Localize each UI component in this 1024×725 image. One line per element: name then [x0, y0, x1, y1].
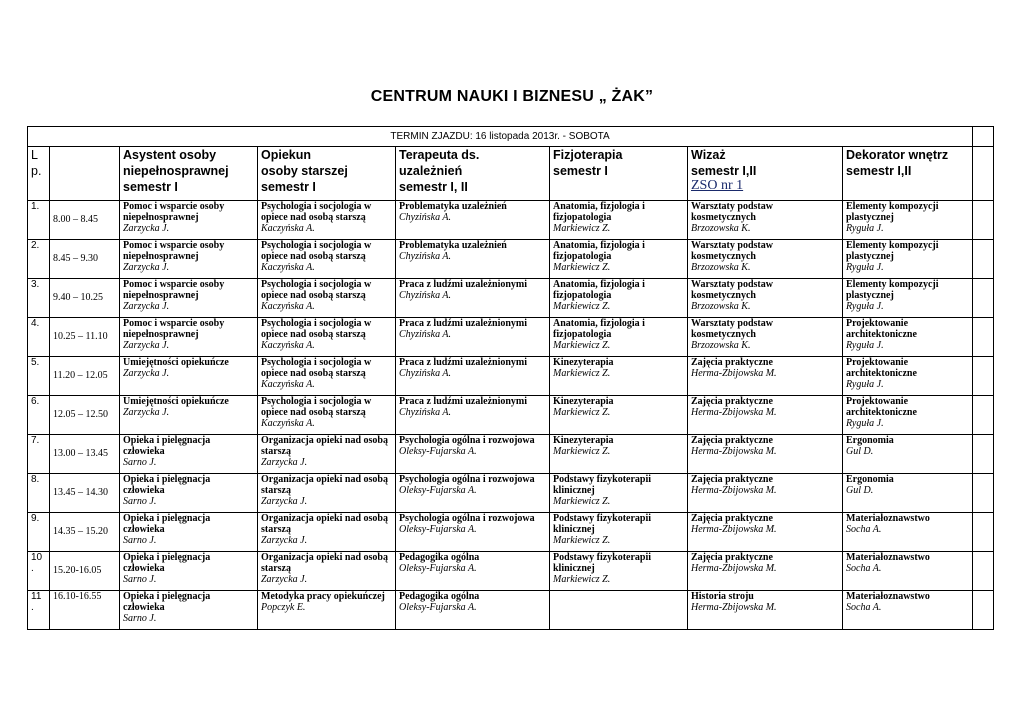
teacher: Oleksy-Fujarska A. [399, 602, 477, 614]
row-time: 11.20 – 12.05 [50, 357, 120, 396]
subject: Warsztaty podstaw kosmetycznych [691, 240, 773, 263]
empty-cell [973, 474, 994, 513]
subject: Pomoc i wsparcie osoby niepełnosprawnej [123, 318, 225, 341]
class-cell [843, 279, 973, 318]
empty-cell [973, 513, 994, 552]
teacher: Brzozowska K. [691, 223, 751, 235]
teacher: Ryguła J. [846, 262, 884, 274]
teacher: Chyzińska A. [399, 368, 452, 380]
teacher: Markiewicz Z. [553, 301, 611, 313]
session-date: TERMIN ZJAZDU: 16 listopada 2013r. - SOBOTA [28, 127, 973, 147]
class-cell [258, 435, 396, 474]
subject: Historia stroju [691, 591, 754, 602]
class-cell [258, 279, 396, 318]
table-row [28, 552, 994, 591]
class-cell [688, 318, 843, 357]
teacher: Oleksy-Fujarska A. [399, 563, 477, 575]
class-cell [688, 357, 843, 396]
class-cell [843, 435, 973, 474]
teacher: Herma-Zbijowska M. [691, 563, 777, 575]
subject: Psychologia ogólna i rozwojowa [399, 474, 535, 485]
class-cell [550, 201, 688, 240]
teacher: Zarzycka J. [123, 262, 170, 274]
table-row [28, 474, 994, 513]
teacher: Markiewicz Z. [553, 407, 611, 419]
row-time: 13.00 – 13.45 [50, 435, 120, 474]
teacher: Zarzycka J. [123, 223, 170, 235]
class-cell [258, 474, 396, 513]
row-time: 12.05 – 12.50 [50, 396, 120, 435]
subject: Warsztaty podstaw kosmetycznych [691, 279, 773, 302]
teacher: Zarzycka J. [261, 574, 308, 586]
teacher: Kaczyńska A. [261, 379, 315, 391]
table-row [28, 357, 994, 396]
empty-cell [973, 435, 994, 474]
teacher: Kaczyńska A. [261, 262, 315, 274]
class-cell [120, 552, 258, 591]
teacher: Sarno J. [123, 496, 157, 508]
class-cell [120, 396, 258, 435]
subject: Anatomia, fizjologia i fizjopatologia [553, 279, 645, 302]
class-cell [120, 279, 258, 318]
teacher: Popczyk E. [261, 602, 306, 614]
subject: Materiałoznawstwo [846, 513, 930, 524]
class-cell [843, 591, 973, 630]
subject: Praca z ludźmi uzależnionymi [399, 279, 528, 290]
teacher: Herma-Zbijowska M. [691, 368, 777, 380]
subject: Psychologia i socjologia w opiece nad osobą starszą [261, 240, 372, 263]
class-cell [843, 318, 973, 357]
class-cell [550, 435, 688, 474]
subject: Kinezyterapia [553, 435, 614, 446]
class-cell [396, 513, 550, 552]
class-cell [843, 552, 973, 591]
class-cell [258, 513, 396, 552]
class-cell [550, 279, 688, 318]
empty-cell [973, 396, 994, 435]
table-row [28, 240, 994, 279]
teacher: Brzozowska K. [691, 340, 751, 352]
subject: Organizacja opieki nad osobą starszą [261, 552, 388, 575]
row-number: 4. [28, 318, 50, 357]
class-cell [843, 240, 973, 279]
subject: Anatomia, fizjologia i fizjopatologia [553, 318, 645, 341]
class-cell [688, 279, 843, 318]
teacher: Chyzińska A. [399, 407, 452, 419]
class-cell [396, 318, 550, 357]
teacher: Herma-Zbijowska M. [691, 407, 777, 419]
class-cell [843, 357, 973, 396]
table-row [28, 513, 994, 552]
teacher: Markiewicz Z. [553, 446, 611, 458]
table-row [28, 435, 994, 474]
header-time [50, 147, 120, 201]
row-number: 10 . [28, 552, 50, 591]
empty-cell [973, 127, 994, 147]
row-number: 5. [28, 357, 50, 396]
row-number: 2. [28, 240, 50, 279]
teacher: Gul D. [846, 485, 874, 497]
header-terapeuta: Terapeuta ds. uzależnień semestr I, II [396, 147, 550, 201]
header-asystent: Asystent osoby niepełnosprawnej semestr I [120, 147, 258, 201]
teacher: Chyzińska A. [399, 290, 452, 302]
subject: Pomoc i wsparcie osoby niepełnosprawnej [123, 279, 225, 302]
teacher: Chyzińska A. [399, 251, 452, 263]
teacher: Ryguła J. [846, 418, 884, 430]
class-cell [688, 591, 843, 630]
teacher: Markiewicz Z. [553, 262, 611, 274]
subject: Anatomia, fizjologia i fizjopatologia [553, 201, 645, 224]
empty-cell [973, 240, 994, 279]
class-cell [396, 435, 550, 474]
subject: Projektowanie architektoniczne [846, 357, 917, 380]
subject: Organizacja opieki nad osobą starszą [261, 513, 388, 536]
subject: Materiałoznawstwo [846, 552, 930, 563]
class-cell [550, 396, 688, 435]
subject: Podstawy fizykoterapii klinicznej [553, 513, 652, 536]
subject: Praca z ludźmi uzależnionymi [399, 318, 528, 329]
class-cell [258, 396, 396, 435]
table-row [28, 279, 994, 318]
class-cell [258, 201, 396, 240]
header-opiekun: Opiekun osoby starszej semestr I [258, 147, 396, 201]
subject: Pedagogika ogólna [399, 591, 480, 602]
subject: Zajęcia praktyczne [691, 552, 773, 563]
teacher: Oleksy-Fujarska A. [399, 524, 477, 536]
teacher: Markiewicz Z. [553, 223, 611, 235]
subject: Psychologia i socjologia w opiece nad osobą starszą [261, 279, 372, 302]
teacher: Herma-Zbijowska M. [691, 446, 777, 458]
class-cell [550, 552, 688, 591]
class-cell [258, 591, 396, 630]
subject: Ergonomia [846, 474, 894, 485]
teacher: Markiewicz Z. [553, 496, 611, 508]
table-row [28, 318, 994, 357]
subject: Psychologia ogólna i rozwojowa [399, 513, 535, 524]
subject: Projektowanie architektoniczne [846, 396, 917, 419]
subject: Psychologia i socjologia w opiece nad osobą starszą [261, 357, 372, 380]
subject: Zajęcia praktyczne [691, 357, 773, 368]
subject: Psychologia i socjologia w opiece nad osobą starszą [261, 201, 372, 224]
subject: Opieka i pielęgnacja człowieka [123, 474, 211, 497]
header-row [28, 147, 994, 201]
subject: Kinezyterapia [553, 357, 614, 368]
subject: Psychologia ogólna i rozwojowa [399, 435, 535, 446]
class-cell [688, 513, 843, 552]
subject: Organizacja opieki nad osobą starszą [261, 474, 388, 497]
subject: Elementy kompozycji plastycznej [846, 279, 939, 302]
teacher: Oleksy-Fujarska A. [399, 446, 477, 458]
empty-cell [973, 552, 994, 591]
class-cell [688, 474, 843, 513]
subject: Praca z ludźmi uzależnionymi [399, 396, 528, 407]
teacher: Zarzycka J. [123, 368, 170, 380]
header-fizjoterapia: Fizjoterapia semestr I [550, 147, 688, 201]
teacher: Zarzycka J. [123, 301, 170, 313]
teacher: Zarzycka J. [123, 407, 170, 419]
class-cell [396, 279, 550, 318]
class-cell [550, 474, 688, 513]
subject: Pedagogika ogólna [399, 552, 480, 563]
teacher: Kaczyńska A. [261, 301, 315, 313]
teacher: Zarzycka J. [123, 340, 170, 352]
row-time: 14.35 – 15.20 [50, 513, 120, 552]
class-cell [120, 318, 258, 357]
empty-cell [973, 147, 994, 201]
class-cell [688, 552, 843, 591]
subject: Elementy kompozycji plastycznej [846, 240, 939, 263]
teacher: Ryguła J. [846, 379, 884, 391]
class-cell [120, 513, 258, 552]
class-cell [688, 435, 843, 474]
subject: Pomoc i wsparcie osoby niepełnosprawnej [123, 240, 225, 263]
subject: Podstawy fizykoterapii klinicznej [553, 552, 652, 575]
empty-cell [973, 591, 994, 630]
teacher: Herma-Zbijowska M. [691, 602, 777, 614]
subject: Projektowanie architektoniczne [846, 318, 917, 341]
subject: Praca z ludźmi uzależnionymi [399, 357, 528, 368]
subject: Psychologia i socjologia w opiece nad osobą starszą [261, 318, 372, 341]
table-row [28, 591, 994, 630]
teacher: Oleksy-Fujarska A. [399, 485, 477, 497]
row-number: 9. [28, 513, 50, 552]
teacher: Kaczyńska A. [261, 223, 315, 235]
teacher: Zarzycka J. [261, 496, 308, 508]
teacher: Socha A. [846, 563, 882, 575]
subject: Ergonomia [846, 435, 894, 446]
class-cell [843, 201, 973, 240]
schedule-table [27, 126, 994, 630]
teacher: Markiewicz Z. [553, 368, 611, 380]
class-cell [550, 240, 688, 279]
subject: Zajęcia praktyczne [691, 513, 773, 524]
subject: Materiałoznawstwo [846, 591, 930, 602]
row-time: 13.45 – 14.30 [50, 474, 120, 513]
row-time: 8.00 – 8.45 [50, 201, 120, 240]
teacher: Herma-Zbijowska M. [691, 524, 777, 536]
subject: Problematyka uzależnień [399, 240, 507, 251]
subject: Problematyka uzależnień [399, 201, 507, 212]
header-wizaz: Wizaż semestr I,II ZSO nr 1 [688, 147, 843, 201]
teacher: Herma-Zbijowska M. [691, 485, 777, 497]
teacher: Socha A. [846, 524, 882, 536]
class-cell [396, 396, 550, 435]
subject: Zajęcia praktyczne [691, 435, 773, 446]
class-cell [550, 591, 688, 630]
subject: Zajęcia praktyczne [691, 396, 773, 407]
subject: Anatomia, fizjologia i fizjopatologia [553, 240, 645, 263]
teacher: Socha A. [846, 602, 882, 614]
teacher: Chyzińska A. [399, 212, 452, 224]
class-cell [396, 591, 550, 630]
subject: Elementy kompozycji plastycznej [846, 201, 939, 224]
page-title: CENTRUM NAUKI I BIZNESU „ ŻAK” [370, 88, 654, 105]
teacher: Markiewicz Z. [553, 340, 611, 352]
empty-cell [973, 357, 994, 396]
teacher: Kaczyńska A. [261, 340, 315, 352]
row-number: 6. [28, 396, 50, 435]
row-time: 16.10-16.55 [50, 591, 120, 630]
class-cell [120, 435, 258, 474]
teacher: Sarno J. [123, 457, 157, 469]
subject: Warsztaty podstaw kosmetycznych [691, 201, 773, 224]
row-number: 7. [28, 435, 50, 474]
teacher: Gul D. [846, 446, 874, 458]
class-cell [258, 318, 396, 357]
class-cell [120, 240, 258, 279]
subject: Podstawy fizykoterapii klinicznej [553, 474, 652, 497]
row-number: 8. [28, 474, 50, 513]
class-cell [120, 357, 258, 396]
empty-cell [973, 318, 994, 357]
class-cell [688, 201, 843, 240]
class-cell [120, 591, 258, 630]
table-row [28, 396, 994, 435]
class-cell [120, 474, 258, 513]
subject: Psychologia i socjologia w opiece nad osobą starszą [261, 396, 372, 419]
class-cell [843, 396, 973, 435]
class-cell [120, 201, 258, 240]
teacher: Markiewicz Z. [553, 574, 611, 586]
class-cell [843, 513, 973, 552]
teacher: Sarno J. [123, 535, 157, 547]
row-time: 15.20-16.05 [50, 552, 120, 591]
class-cell [396, 357, 550, 396]
subject: Umiejętności opiekuńcze [123, 357, 229, 368]
teacher: Ryguła J. [846, 340, 884, 352]
row-number: 11 . [28, 591, 50, 630]
table-row [28, 201, 994, 240]
row-time: 8.45 – 9.30 [50, 240, 120, 279]
class-cell [258, 552, 396, 591]
header-lp: L p. [28, 147, 50, 201]
subject: Opieka i pielęgnacja człowieka [123, 513, 211, 536]
teacher: Brzozowska K. [691, 262, 751, 274]
teacher: Ryguła J. [846, 223, 884, 235]
subject: Pomoc i wsparcie osoby niepełnosprawnej [123, 201, 225, 224]
teacher: Sarno J. [123, 613, 157, 625]
subject: Organizacja opieki nad osobą starszą [261, 435, 388, 458]
class-cell [396, 201, 550, 240]
row-number: 1. [28, 201, 50, 240]
header-dekorator: Dekorator wnętrz semestr I,II [843, 147, 973, 201]
subject: Opieka i pielęgnacja człowieka [123, 591, 211, 614]
class-cell [396, 474, 550, 513]
class-cell [396, 240, 550, 279]
teacher: Chyzińska A. [399, 329, 452, 341]
teacher: Ryguła J. [846, 301, 884, 313]
class-cell [843, 474, 973, 513]
subject: Opieka i pielęgnacja człowieka [123, 552, 211, 575]
subject: Metodyka pracy opiekuńczej [261, 591, 385, 602]
row-time: 10.25 – 11.10 [50, 318, 120, 357]
subject: Opieka i pielęgnacja człowieka [123, 435, 211, 458]
subject: Zajęcia praktyczne [691, 474, 773, 485]
subject: Warsztaty podstaw kosmetycznych [691, 318, 773, 341]
class-cell [550, 357, 688, 396]
teacher: Brzozowska K. [691, 301, 751, 313]
row-number: 3. [28, 279, 50, 318]
class-cell [550, 318, 688, 357]
teacher: Markiewicz Z. [553, 535, 611, 547]
subject: Umiejętności opiekuńcze [123, 396, 229, 407]
empty-cell [973, 279, 994, 318]
class-cell [258, 240, 396, 279]
row-time: 9.40 – 10.25 [50, 279, 120, 318]
empty-cell [973, 201, 994, 240]
subject: Kinezyterapia [553, 396, 614, 407]
teacher: Sarno J. [123, 574, 157, 586]
class-cell [688, 240, 843, 279]
class-cell [396, 552, 550, 591]
teacher: Zarzycka J. [261, 535, 308, 547]
class-cell [688, 396, 843, 435]
class-cell [258, 357, 396, 396]
teacher: Kaczyńska A. [261, 418, 315, 430]
teacher: Zarzycka J. [261, 457, 308, 469]
class-cell [550, 513, 688, 552]
